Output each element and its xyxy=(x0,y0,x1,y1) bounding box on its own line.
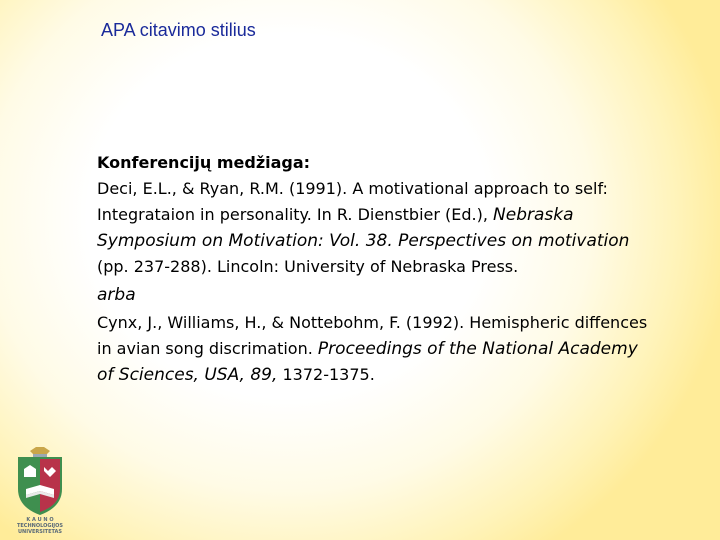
reference-1-title: Nebraska Symposium on Motivation: Vol. 38. Perspectives on motivation xyxy=(97,205,630,251)
logo-text-line-3: UNIVERSITETAS xyxy=(17,529,63,535)
logo-text-line-1: K A U N O xyxy=(26,517,54,523)
reference-1-authors: Deci, E.L., & Ryan, R.M. (1991). A motivational approach to self: Integrataion in personality. In R. Dienstbier (Ed.), xyxy=(97,179,608,224)
reference-2 xyxy=(97,310,657,388)
reference-1 xyxy=(97,176,657,280)
university-logo xyxy=(14,445,66,537)
reference-2-journal: Proceedings of the National Academy of Sciences, USA, 89, xyxy=(97,339,638,385)
reference-2-authors: Cynx, J., Williams, H., & Nottebohm, F. (1992). Hemispheric diffences in avian song discrimation. xyxy=(97,313,648,358)
separator-text: arba xyxy=(97,285,136,305)
slide-title: APA citavimo stilius xyxy=(101,20,256,40)
university-crest-icon xyxy=(14,445,66,517)
reference-2-tail: 1372-1375. xyxy=(277,365,375,384)
slide-content xyxy=(97,150,657,388)
logo-text-line-2: TECHNOLOGIJOS xyxy=(16,523,64,529)
section-heading: Konferencijų medžiaga: xyxy=(97,153,311,172)
reference-1-tail: (pp. 237-288). Lincoln: University of Nebraska Press. xyxy=(97,257,519,276)
